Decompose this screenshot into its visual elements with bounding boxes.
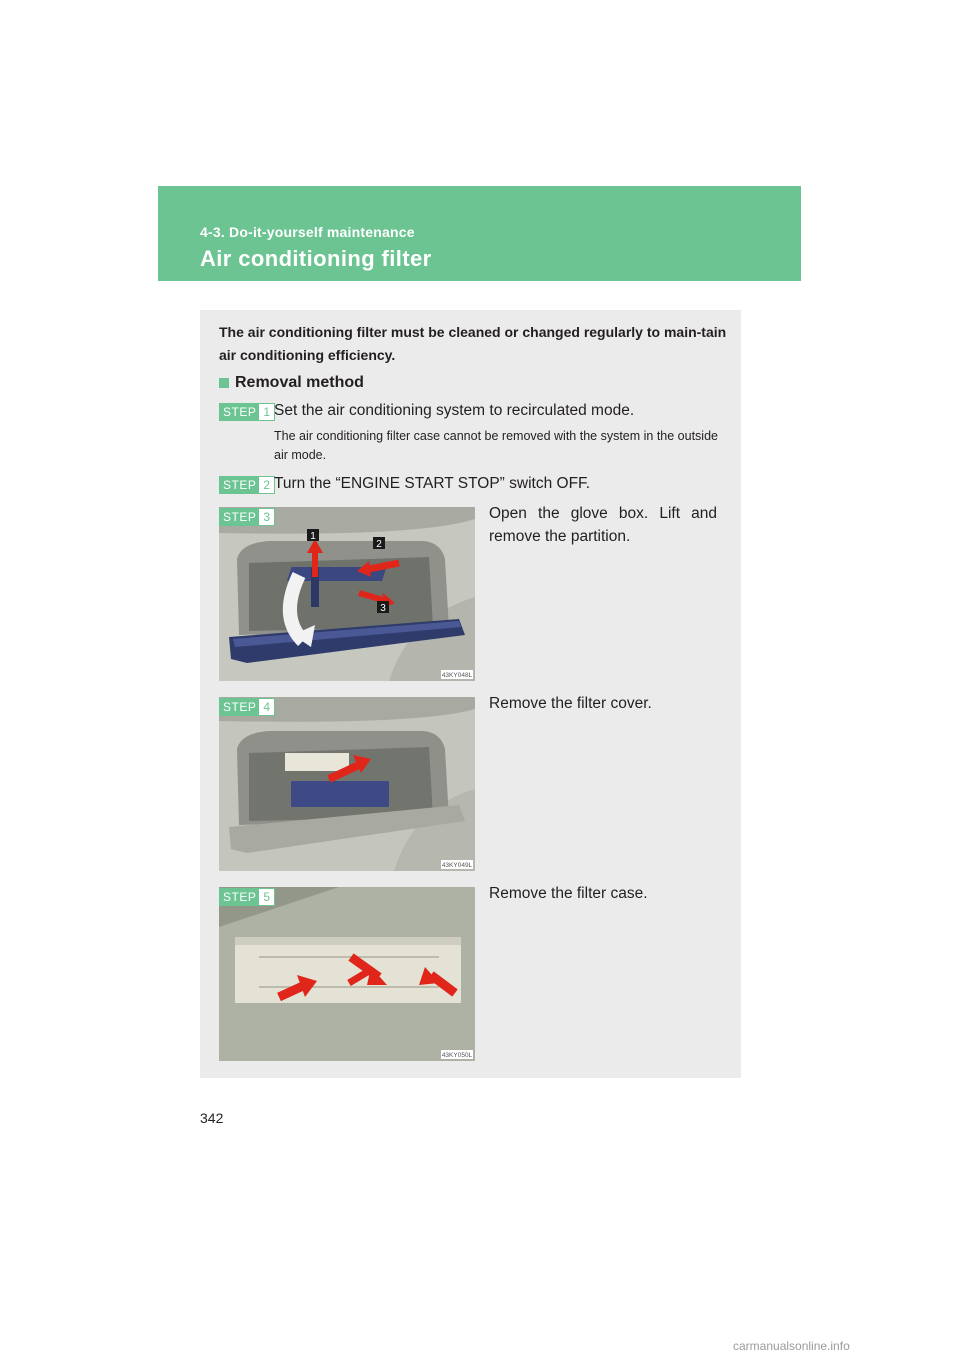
watermark: carmanualsonline.info — [733, 1339, 850, 1353]
step-number: 1 — [259, 404, 274, 420]
step-number: 4 — [259, 699, 274, 715]
step-3-badge — [219, 508, 275, 526]
subheading — [219, 374, 364, 392]
step-label: STEP — [220, 699, 259, 715]
step-5-illustration — [219, 887, 475, 1061]
step-1-text: Set the air conditioning system to recirculated mode. — [274, 402, 635, 419]
step-5-badge — [219, 888, 275, 906]
subheading-label: Removal method — [235, 374, 364, 391]
intro-text: The air conditioning filter must be cleaned or changed regularly to main-tain air conditioning efficiency. — [219, 324, 727, 363]
callout-3: 3 — [380, 603, 386, 614]
step-4-text: Remove the filter cover. — [489, 695, 652, 712]
page-number: 342 — [200, 1110, 224, 1126]
square-bullet-icon — [219, 378, 229, 388]
image-code: 43KY049L — [441, 862, 473, 869]
step-number: 2 — [259, 477, 274, 493]
step-2-badge — [219, 476, 275, 494]
content-panel — [200, 310, 741, 1078]
step-4-badge — [219, 698, 275, 716]
step-3-illustration — [219, 507, 475, 681]
step-1-badge — [219, 403, 275, 421]
step-4-illustration — [219, 697, 475, 871]
image-code: 43KY048L — [441, 672, 473, 679]
page-title: Air conditioning filter — [200, 246, 432, 271]
image-code: 43KY050L — [441, 1052, 473, 1059]
callout-2: 2 — [376, 539, 382, 550]
step-1-note: The air conditioning filter case cannot be removed with the system in the outside air mode. — [274, 429, 718, 462]
step-number: 3 — [259, 509, 274, 525]
step-5-text: Remove the filter case. — [489, 885, 648, 902]
section-label: 4-3. Do-it-yourself maintenance — [200, 224, 415, 240]
step-label: STEP — [220, 509, 259, 525]
step-number: 5 — [259, 889, 274, 905]
section-header — [158, 186, 801, 281]
step-label: STEP — [220, 889, 259, 905]
step-label: STEP — [220, 404, 259, 420]
step-3-text: Open the glove box. Lift and remove the partition. — [489, 505, 717, 545]
step-2-text: Turn the “ENGINE START STOP” switch OFF. — [274, 475, 591, 492]
step-label: STEP — [220, 477, 259, 493]
callout-1: 1 — [310, 531, 316, 542]
